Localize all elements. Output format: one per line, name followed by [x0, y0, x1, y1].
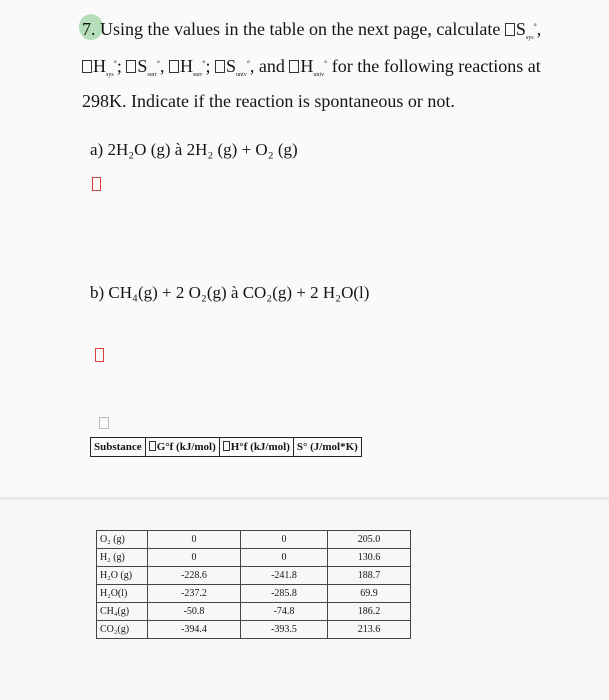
header-gibbs [145, 438, 219, 457]
degree-mark: ° [202, 59, 206, 68]
cell-entropy: 69.9 [328, 585, 411, 603]
missing-delta-glyph [215, 60, 225, 73]
header-enthalpy [219, 438, 293, 457]
reaction-a-label: a) [90, 140, 104, 159]
answer-box-b[interactable] [95, 348, 104, 362]
table-row [97, 549, 411, 567]
cell-enthalpy: -285.8 [241, 585, 328, 603]
question-number-text: 7. [82, 19, 96, 39]
cell-entropy: 186.2 [328, 603, 411, 621]
degree-mark: ° [324, 59, 328, 68]
missing-delta-glyph [149, 441, 156, 451]
reaction-b-equation: CH₄(g) + 2 O₂(g) à CO₂(g) + 2 H₂O(l) [108, 283, 370, 302]
question-line3: 298K. Indicate if the reaction is spontaneous or not. [82, 91, 455, 111]
question-prompt: 7. Using the values in the table on the next page, calculate $S_{sys}^\circ$, $H_{sys}^\circ$; $S_{surr}^\circ$, $H_{surr}^\circ$; $S_{univ}^\circ$, and $H_{univ}^\circ$ for the following reactions at 298K. Indicate if the reaction is spontaneous or not. [82, 19, 542, 111]
cell-gibbs: -237.2 [148, 585, 241, 603]
symbol-s: S [137, 56, 148, 76]
cell-enthalpy: -74.8 [241, 603, 328, 621]
reaction-a-equation: 2H₂O (g) à 2H₂ (g) + O₂ (g) [107, 140, 298, 159]
table-row [97, 603, 411, 621]
cell-gibbs: 0 [148, 549, 241, 567]
cell-substance: CO₂(g) [97, 621, 148, 639]
question-line1: Using the values in the table on the next page, calculate [100, 19, 501, 39]
subscript-sys: sys [525, 35, 534, 41]
table-header-row [90, 437, 362, 457]
cell-entropy: 130.6 [328, 549, 411, 567]
table-row [97, 567, 411, 585]
table-row [97, 621, 411, 639]
answer-box-a[interactable] [92, 177, 101, 191]
missing-delta-glyph [82, 60, 92, 73]
subscript-surr: surr [147, 72, 157, 78]
cell-entropy: 213.6 [328, 621, 411, 639]
cell-substance: H₂O (g) [97, 567, 148, 585]
cell-substance: H₂ (g) [97, 549, 148, 567]
reaction-a [90, 140, 298, 160]
missing-delta-glyph [126, 60, 136, 73]
subscript-surr: surr [192, 72, 203, 78]
cell-substance: H₂O(l) [97, 585, 148, 603]
empty-checkbox[interactable] [99, 417, 109, 429]
degree-mark: ° [156, 59, 160, 68]
reaction-b [90, 283, 369, 303]
header-gibbs-text: G°f (kJ/mol) [156, 441, 216, 453]
question-line2-end: for the following reactions at [331, 56, 541, 76]
table-row [97, 585, 411, 603]
conjunction-and: and [258, 56, 285, 76]
cell-gibbs: -394.4 [148, 621, 241, 639]
cell-enthalpy: -393.5 [241, 621, 328, 639]
table-row [97, 531, 411, 549]
degree-mark: ° [113, 59, 117, 68]
subscript-sys: sys [106, 72, 114, 78]
degree-mark: ° [533, 22, 537, 31]
symbol-h: H [93, 56, 106, 76]
cell-entropy: 205.0 [328, 531, 411, 549]
cell-gibbs: -50.8 [148, 603, 241, 621]
missing-delta-glyph [223, 441, 230, 451]
symbol-s: S [226, 56, 237, 76]
symbol-s: S [515, 19, 526, 39]
cell-enthalpy: 0 [241, 549, 328, 567]
missing-delta-glyph [169, 60, 179, 73]
cell-enthalpy: 0 [241, 531, 328, 549]
symbol-h: H [300, 56, 314, 76]
cell-entropy: 188.7 [328, 567, 411, 585]
degree-mark: ° [246, 59, 250, 68]
cell-substance: CH₄(g) [97, 603, 148, 621]
cell-gibbs: 0 [148, 531, 241, 549]
header-enthalpy-text: H°f (kJ/mol) [230, 441, 290, 453]
missing-delta-glyph [505, 23, 515, 36]
symbol-h: H [179, 56, 193, 76]
reaction-b-label: b) [90, 283, 105, 302]
cell-gibbs: -228.6 [148, 567, 241, 585]
header-entropy: S° (J/mol*K) [293, 438, 361, 457]
thermo-data-table [96, 530, 411, 639]
subscript-univ: univ [313, 72, 325, 78]
cell-enthalpy: -241.8 [241, 567, 328, 585]
subscript-univ: univ [236, 72, 247, 78]
header-substance: Substance [91, 438, 146, 457]
cell-substance: O₂ (g) [97, 531, 148, 549]
missing-delta-glyph [289, 60, 299, 73]
